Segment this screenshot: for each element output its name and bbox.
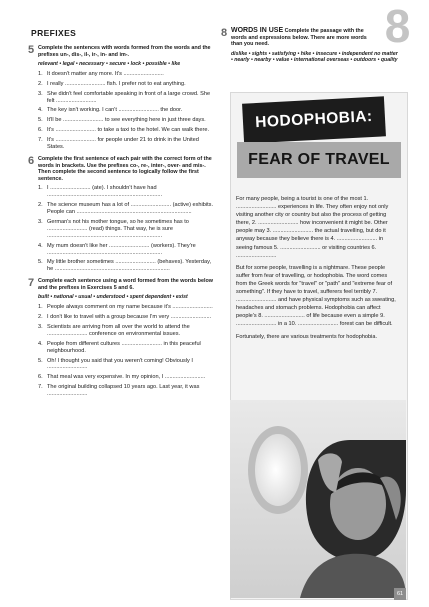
item-text: I don't like to travel with a group because I'm very .......................... <box>47 313 212 320</box>
item-number: 3. <box>38 218 43 225</box>
exercise-item <box>38 107 216 114</box>
exercise-item <box>38 341 216 355</box>
exercise-number: 5 <box>28 44 35 56</box>
item-text: The science museum has a lot of .......................... (active) exhibits. People can .......................................................................... <box>47 202 214 216</box>
exercise-number: 7 <box>28 277 35 290</box>
exercise-item <box>38 127 216 134</box>
item-text: I .......................... (ate). I shouldn't have had .......................................................................... <box>47 185 163 199</box>
item-text: It'll be .......................... to see everything here in just three days. <box>47 117 206 124</box>
item-number: 1. <box>38 185 43 192</box>
item-number: 3. <box>38 90 43 97</box>
word-bank: built • national • usual • understood • spent dependent • exist <box>38 294 188 301</box>
item-text: It's .......................... to take a taxi to the hotel. We can walk there. <box>47 127 210 134</box>
exercise-7 <box>28 278 216 398</box>
item-number: 6. <box>38 127 43 134</box>
exercise-item <box>38 324 216 338</box>
exercise-6 <box>28 156 216 273</box>
word-bank: dislike • sights • satisfying • hike • insecure • independent no matter • nearly • nearby • value • international overseas • outdoors • quality <box>231 50 398 64</box>
item-text: It's .......................... for people under 21 to drink in the United States. <box>47 137 199 151</box>
exercise-item <box>38 304 216 311</box>
item-text: Scientists are arriving from all over the world to attend the .......................... conference on environmental issues. <box>47 323 190 337</box>
article-title: HODOPHOBIA: <box>242 96 386 143</box>
page-number: 61 <box>394 588 406 600</box>
item-text: The original building collapsed 10 years ago. Last year, it was .......................... <box>47 384 200 398</box>
unit-number: 8 <box>384 4 411 47</box>
item-number: 7. <box>38 384 43 391</box>
item-text: People always comment on my name because it's .......................... <box>47 304 213 311</box>
word-bank: relevant • legal • necessary • secure • lock • possible • like <box>38 61 181 68</box>
exercise-instruction: Complete the first sentence of each pair with the correct form of the words in brackets. Use the prefixes co-, re-, inter-, over- and mis-. Then complete the second sentence to logically follow the first sentence. <box>38 155 212 182</box>
item-text: Oh! I thought you said that you weren't coming! Obviously I .......................... <box>47 357 193 371</box>
item-text: I really .......................... fish. I prefer not to eat anything. <box>47 80 186 87</box>
item-text: German's not his mother tongue, so he sometimes has to .......................... (read) things. That way, he is sure .......................................................................... <box>47 218 189 239</box>
left-column <box>28 28 216 401</box>
exercise-instruction: Complete the passage with the words and expressions below. There are more words than you need. <box>231 28 367 48</box>
exercise-item <box>38 243 216 257</box>
exercise-number: 6 <box>28 154 35 167</box>
item-number: 1. <box>38 304 43 311</box>
item-number: 5. <box>38 259 43 266</box>
exercise-item <box>38 91 216 105</box>
exercise-number: 8 <box>221 27 228 39</box>
item-number: 2. <box>38 80 43 87</box>
right-column <box>221 28 401 67</box>
exercise-instruction: Complete the sentences with words formed from the words and the prefixes un-, dis-, il-, ir-, in- and im-. <box>38 45 211 58</box>
item-text: My mum doesn't like her .......................... (workers). They're .......................................................................... <box>47 242 196 256</box>
passage-paragraph: But for some people, travelling is a nightmare. These people suffer from fear of travelling, or hodophobia. The word comes from the Greek words for "travel" or "path" and "extreme fear of something". If they have to travel, sufferers feel terribly 7. .......................... and have physical symptoms such as sweating, headaches and stomach problems. Hodophobia can affect people's 8. .......................... of life because even a simple 9. .......................... in a 10. .......................... forest can be difficult. <box>236 264 396 328</box>
exercise-item <box>38 117 216 124</box>
item-number: 4. <box>38 242 43 249</box>
exercise-item <box>38 259 216 273</box>
exercise-8 <box>221 28 401 48</box>
item-text: She didn't feel comfortable speaking in front of a large crowd. She felt .......................... <box>47 90 211 104</box>
exercise-item <box>38 185 216 199</box>
passage-paragraph: For many people, being a tourist is one of the most 1. .......................... experiences in life. They often enjoy not only visiting another city or country but also the process of getting there, 2. .......................... how inconvenient it might be. Other people may 3. .......................... the actual travelling, but do it anyway because they believe there is 4. .......................... in seeing famous 5. .......................... or visiting countries 6. .......................... <box>236 196 389 259</box>
exercise-item <box>38 384 216 398</box>
exercise-title: WORDS IN USE <box>231 27 284 34</box>
item-text: People from different cultures .......................... in this peaceful neighbourhood. <box>47 340 201 354</box>
item-number: 5. <box>38 357 43 364</box>
item-number: 2. <box>38 313 43 320</box>
item-text: That meal was very expensive. In my opinion, I .......................... <box>47 374 206 381</box>
item-number: 6. <box>38 374 43 381</box>
item-number: 4. <box>38 107 43 114</box>
exercise-item <box>38 71 216 78</box>
exercise-5 <box>28 45 216 151</box>
item-text: It doesn't matter any more. It's .......................... <box>47 70 164 77</box>
item-number: 7. <box>38 137 43 144</box>
exercise-instruction: Complete each sentence using a word formed from the words below and the prefixes in Exercises 5 and 6. <box>38 278 213 291</box>
item-text: My little brother sometimes .......................... (behaves). Yesterday, he .......................................................................... <box>47 259 212 273</box>
exercise-item <box>38 202 216 216</box>
item-number: 1. <box>38 70 43 77</box>
item-text: The key isn't working. I can't .......................... the door. <box>47 107 183 114</box>
item-number: 3. <box>38 323 43 330</box>
item-number: 5. <box>38 117 43 124</box>
exercise-item <box>38 137 216 151</box>
item-number: 4. <box>38 340 43 347</box>
section-heading: PREFIXES <box>31 28 77 38</box>
item-number: 2. <box>38 202 43 209</box>
article-passage <box>236 195 398 345</box>
exercise-item <box>38 374 216 381</box>
exercise-item <box>38 358 216 372</box>
passage-paragraph: Fortunately, there are various treatments for hodophobia. <box>236 333 378 340</box>
article-subtitle: FEAR OF TRAVEL <box>237 142 401 178</box>
airplane-passenger-photo <box>230 400 406 598</box>
exercise-item <box>38 219 216 240</box>
exercise-item <box>38 314 216 321</box>
exercise-item <box>38 81 216 88</box>
